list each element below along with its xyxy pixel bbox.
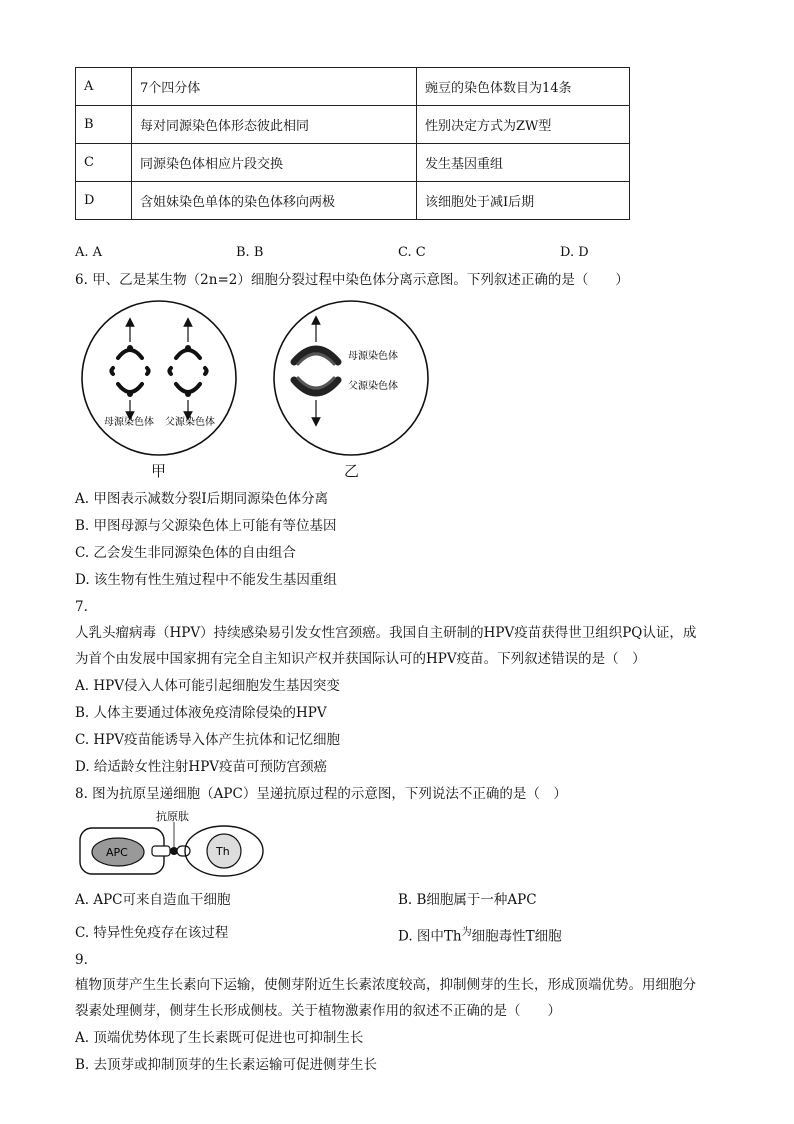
row-left: 7个四分体: [132, 68, 417, 106]
table-row: [76, 144, 630, 182]
q6-figure: [80, 298, 440, 483]
q7-number: 7.: [75, 599, 88, 615]
table-row: [76, 182, 630, 220]
row-left: 含姐妹染色单体的染色体移向两极: [132, 182, 417, 220]
row-left: 每对同源染色体形态彼此相同: [132, 106, 417, 144]
q8-option-d-sup: 为: [461, 927, 472, 938]
q7-option-a[interactable]: A. HPV侵入人体可能引起细胞发生基因突变: [75, 678, 340, 694]
table-row: [76, 68, 630, 106]
q6-stem: 6. 甲、乙是某生物（2n=2）细胞分裂过程中染色体分离示意图。下列叙述正确的是（ ）: [75, 272, 629, 288]
q9-option-b[interactable]: B. 去顶芽或抑制顶芽的生长素运输可促进侧芽生长: [75, 1057, 378, 1073]
q6-option-b[interactable]: B. 甲图母源与父源染色体上可能有等位基因: [75, 518, 337, 534]
q6-option-c[interactable]: C. 乙会发生非同源染色体的自由组合: [75, 545, 296, 561]
q8-option-d-prefix: D. 图中Th: [398, 928, 462, 945]
q8-option-d[interactable]: [398, 924, 562, 946]
q9-stem-line2: 裂素处理侧芽，侧芽生长形成侧枝。关于植物激素作用的叙述不正确的是（ ）: [75, 1003, 561, 1019]
q8-figure: [78, 808, 268, 880]
q9-option-a[interactable]: A. 顶端优势体现了生长素既可促进也可抑制生长: [75, 1030, 364, 1046]
label-paternal-yi: 父源染色体: [348, 381, 398, 392]
q9-number: 9.: [75, 952, 88, 968]
q8-option-c[interactable]: C. 特异性免疫存在该过程: [75, 925, 229, 941]
row-letter: D: [76, 182, 132, 220]
label-antigen-peptide: 抗原肽: [156, 810, 189, 823]
q7-option-b[interactable]: B. 人体主要通过体液免疫清除侵染的HPV: [75, 705, 327, 721]
choice-a[interactable]: A. A: [75, 245, 103, 260]
q6-option-d[interactable]: D. 该生物有性生殖过程中不能发生基因重组: [75, 572, 337, 588]
label-th: Th: [216, 845, 230, 858]
q7-stem-line2: 为首个由发展中国家拥有完全自主知识产权并获国际认可的HPV疫苗。下列叙述错误的是（ ）: [75, 651, 646, 667]
table-row: [76, 106, 630, 144]
q5-option-table: [75, 67, 630, 220]
q7-stem-line1: 人乳头瘤病毒（HPV）持续感染易引发女性宫颈癌。我国自主研制的HPV疫苗获得世卫组织PQ认证，成: [75, 625, 697, 641]
row-right: 性别决定方式为ZW型: [417, 106, 630, 144]
label-apc: APC: [106, 846, 128, 859]
choice-b[interactable]: B. B: [236, 245, 264, 260]
row-letter: C: [76, 144, 132, 182]
q9-stem-line1: 植物顶芽产生生长素向下运输，使侧芽附近生长素浓度较高，抑制侧芽的生长，形成顶端优势。用细胞分: [75, 977, 696, 993]
row-right: 豌豆的染色体数目为14条: [417, 68, 630, 106]
cell-jia-outline: [82, 301, 236, 455]
choice-c[interactable]: C. C: [398, 245, 426, 260]
q8-option-a[interactable]: A. APC可来自造血干细胞: [75, 892, 231, 908]
row-right: 发生基因重组: [417, 144, 630, 182]
q8-stem: 8. 图为抗原呈递细胞（APC）呈递抗原过程的示意图，下列说法不正确的是（ ）: [75, 786, 567, 802]
q7-option-c[interactable]: C. HPV疫苗能诱导入体产生抗体和记忆细胞: [75, 732, 341, 748]
caption-yi: 乙: [344, 462, 360, 480]
label-maternal-jia: 母源染色体: [104, 417, 154, 428]
q8-option-b[interactable]: B. B细胞属于一种APC: [398, 892, 537, 908]
q7-option-d[interactable]: D. 给适龄女性注射HPV疫苗可预防宫颈癌: [75, 759, 328, 775]
choice-d[interactable]: D. D: [560, 245, 589, 260]
q8-option-d-suffix: 细胞毒性T细胞: [471, 928, 562, 945]
row-letter: B: [76, 106, 132, 144]
row-right: 该细胞处于减Ⅰ后期: [417, 182, 630, 220]
row-letter: A: [76, 68, 132, 106]
label-maternal-yi: 母源染色体: [348, 351, 398, 362]
caption-jia: 甲: [151, 462, 167, 480]
q6-option-a[interactable]: A. 甲图表示减数分裂Ⅰ后期同源染色体分离: [75, 491, 329, 507]
label-paternal-jia: 父源染色体: [165, 417, 215, 428]
row-left: 同源染色体相应片段交换: [132, 144, 417, 182]
